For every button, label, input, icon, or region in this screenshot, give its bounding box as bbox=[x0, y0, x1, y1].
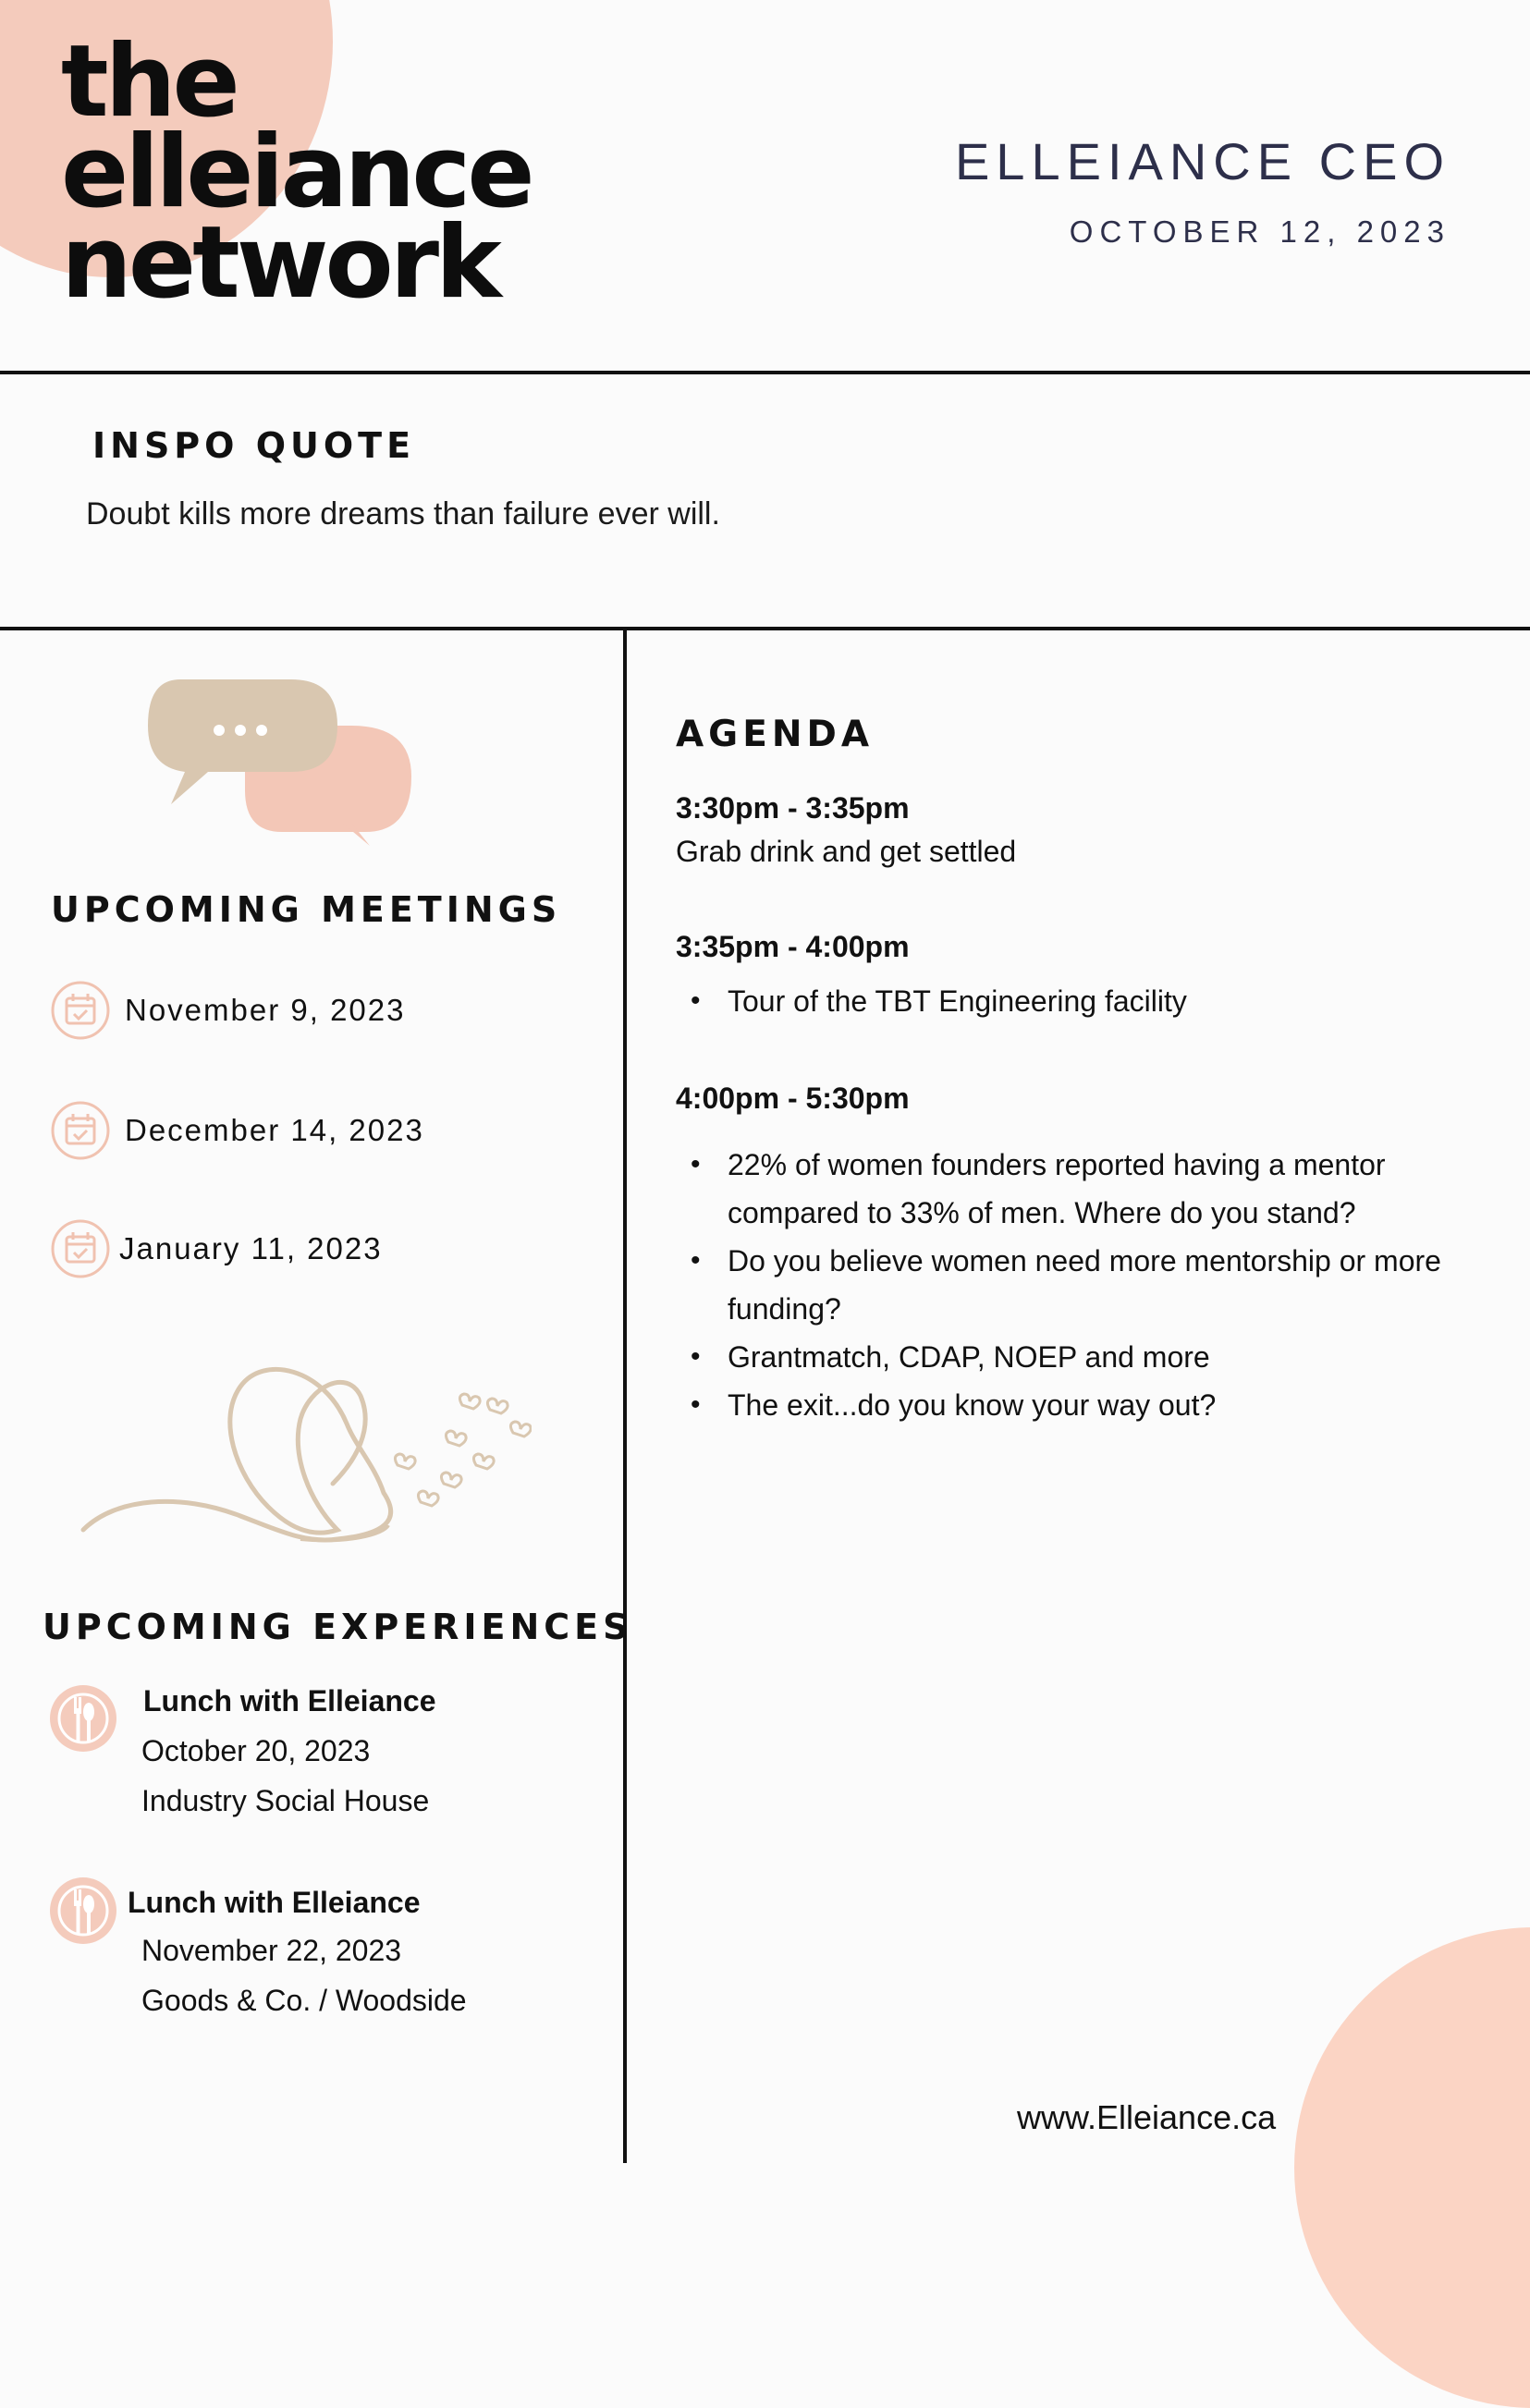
meeting-item bbox=[51, 1216, 383, 1281]
agenda-description: Grab drink and get settled bbox=[676, 835, 1017, 868]
experience-venue: Goods & Co. / Woodside bbox=[141, 1984, 467, 2017]
header-title: ELLEIANCE CEO bbox=[954, 132, 1450, 190]
meeting-date: January 11, 2023 bbox=[119, 1231, 383, 1265]
experience-title: Lunch with Elleiance bbox=[143, 1684, 436, 1717]
chat-bubbles-icon bbox=[143, 675, 421, 860]
quote-heading: INSPO QUOTE bbox=[92, 425, 416, 466]
logo-line-1: the bbox=[61, 24, 237, 140]
agenda-time: 3:35pm - 4:00pm bbox=[676, 930, 910, 963]
agenda-heading: AGENDA bbox=[676, 714, 875, 755]
experiences-heading: UPCOMING EXPERIENCES bbox=[43, 1607, 633, 1647]
quote-text: Doubt kills more dreams than failure ever will. bbox=[86, 496, 720, 532]
experience-date: October 20, 2023 bbox=[141, 1734, 371, 1767]
agenda-bullet-list bbox=[676, 977, 1471, 1025]
calendar-check-icon bbox=[51, 981, 110, 1040]
meeting-item bbox=[51, 1098, 424, 1163]
column-divider bbox=[623, 627, 627, 2163]
divider-top bbox=[0, 371, 1530, 374]
agenda-bullet: • Grantmatch, CDAP, NOEP and more bbox=[676, 1333, 1471, 1381]
experience-date: November 22, 2023 bbox=[141, 1934, 402, 1967]
agenda-bullet: • Tour of the TBT Engineering facility bbox=[676, 977, 1471, 1025]
dining-icon bbox=[49, 1876, 117, 1945]
network-logo bbox=[61, 24, 532, 321]
decorative-circle-bottom-right bbox=[1294, 1927, 1530, 2408]
heart-doodle-icon bbox=[79, 1354, 532, 1558]
agenda-bullet: • The exit...do you know your way out? bbox=[676, 1381, 1471, 1429]
agenda-bullet: • Do you believe women need more mentorship or more funding? bbox=[676, 1237, 1471, 1333]
divider-middle bbox=[0, 627, 1530, 630]
agenda-bullet-list bbox=[676, 1141, 1471, 1429]
meeting-item bbox=[51, 978, 406, 1043]
meetings-heading: UPCOMING MEETINGS bbox=[51, 889, 562, 930]
header-date: OCTOBER 12, 2023 bbox=[1069, 214, 1450, 249]
calendar-check-icon bbox=[51, 1219, 110, 1278]
experience-title: Lunch with Elleiance bbox=[128, 1886, 421, 1919]
calendar-check-icon bbox=[51, 1101, 110, 1160]
agenda-bullet: • 22% of women founders reported having a mentor compared to 33% of men. Where do you stand? bbox=[676, 1141, 1471, 1237]
website-link[interactable]: www.Elleiance.ca bbox=[1017, 2098, 1277, 2136]
meeting-date: November 9, 2023 bbox=[125, 993, 406, 1027]
experience-venue: Industry Social House bbox=[141, 1784, 430, 1817]
agenda-time: 3:30pm - 3:35pm bbox=[676, 791, 910, 825]
meeting-date: December 14, 2023 bbox=[125, 1113, 424, 1147]
logo-line-3: network bbox=[61, 205, 498, 321]
dining-icon bbox=[49, 1684, 117, 1753]
logo-line-2: elleiance bbox=[61, 115, 532, 230]
agenda-time: 4:00pm - 5:30pm bbox=[676, 1082, 910, 1115]
